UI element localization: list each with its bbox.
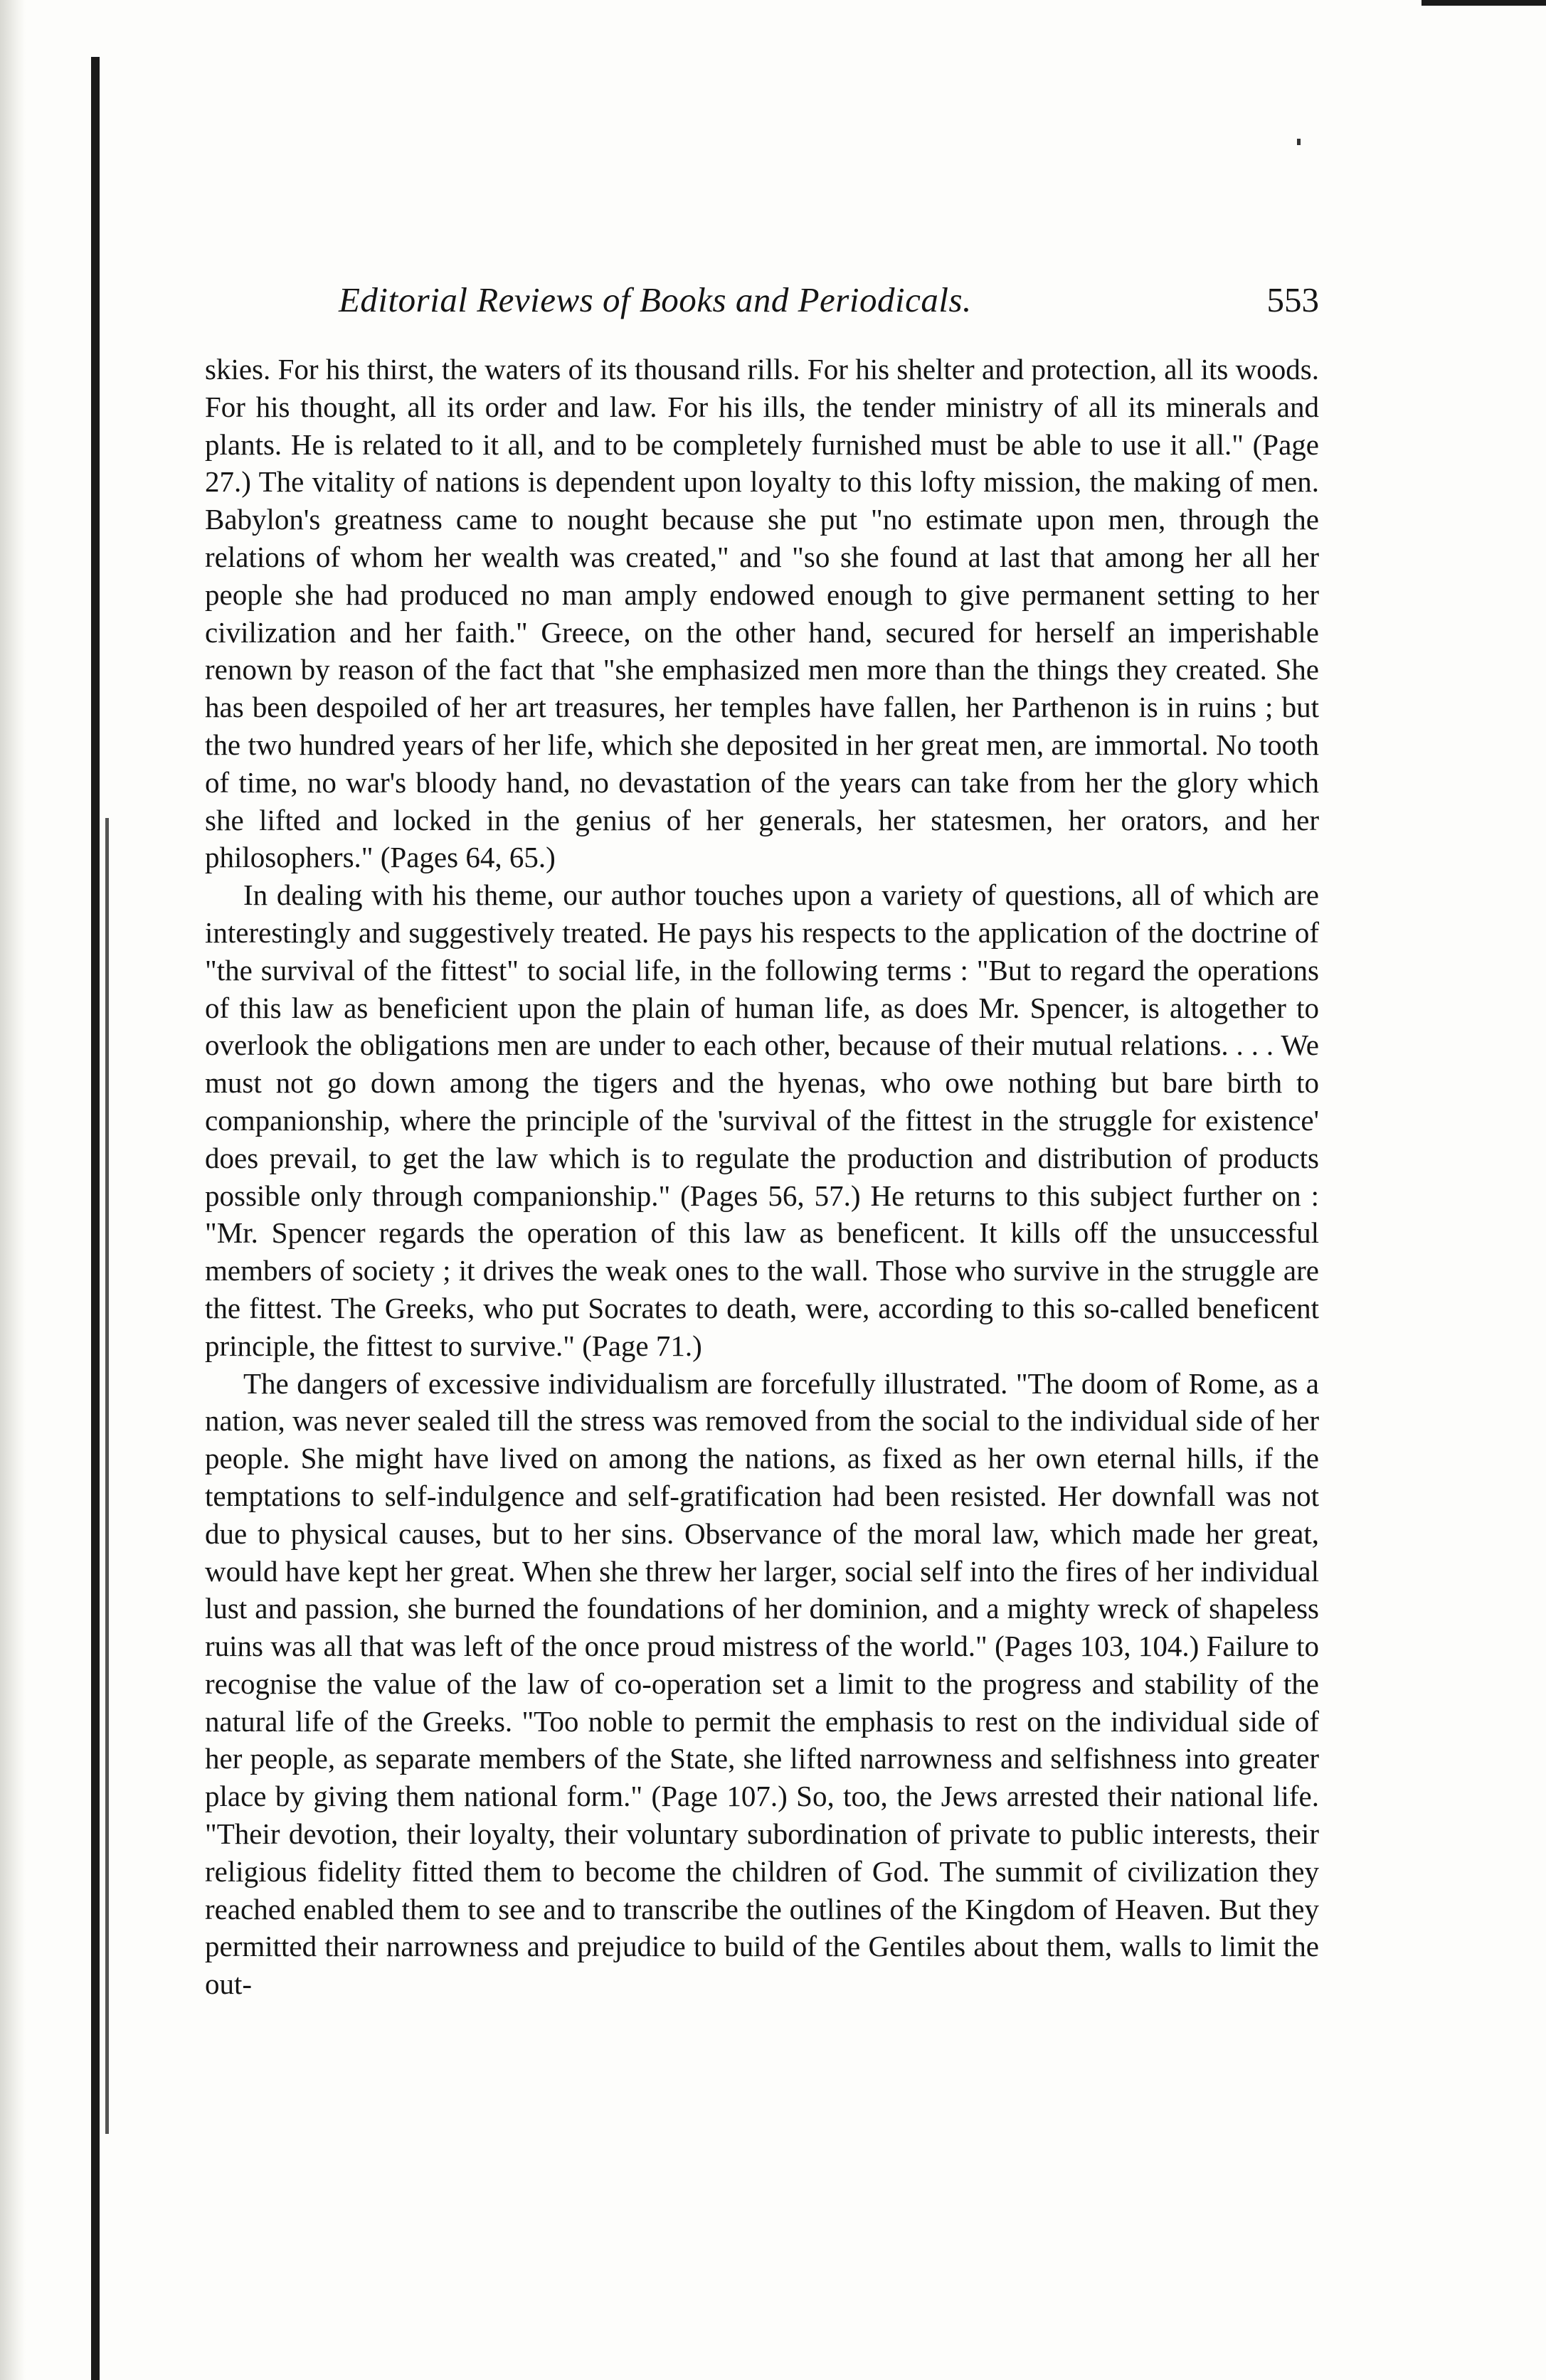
paragraph: skies. For his thirst, the waters of its thousand rills. For his shelter and protection, all its woods. For his thought, all its order and law. For his ills, the tender ministry of all its minerals and plants. He is related to it all, and to be completely furnished must be able to use it all." (Page 27.) The vitality of nations is dependent upon loyalty to this lofty mission, the making of men. Babylon's greatness came to nought because she put "no estimate upon men, through the relations of whom her wealth was created," and "so she found at last that among her all her people she had produced no man amply endowed enough to give permanent setting to her civilization and her faith." Greece, on the other hand, secured for herself an imperishable renown by reason of the fact that "she emphasized men more than the things they created. She has been despoiled of her art treasures, her temples have fallen, her Parthenon is in ruins ; but the two hundred years of her life, which she deposited in her great men, are immortal. No tooth of time, no war's bloody hand, no devastation of the years can take from her the glory which she lifted and locked in the genius of her generals, her statesmen, her orators, and her philosophers." (Pages 64, 65.) <box>205 353 1319 874</box>
binding-edge-line <box>91 57 100 2380</box>
page-header <box>297 279 1319 322</box>
binding-edge-line-secondary <box>105 818 109 2134</box>
body-text <box>205 351 1319 2003</box>
corner-scan-mark <box>1421 0 1546 6</box>
page-number: 553 <box>1266 280 1319 319</box>
paragraph: In dealing with his theme, our author touches upon a variety of questions, all of which are interestingly and suggestively treated. He pays his respects to the application of the doctrine of "the survival of the fittest" to social life, in the following terms : "But to regard the operations of this law as beneficient upon the plain of human life, as does Mr. Spencer, is altogether to overlook the obligations men are under to each other, because of their mutual relations. . . . We must not go down among the tigers and the hyenas, who owe nothing but bare birth to companionship, where the principle of the 'survival of the fittest in the struggle for existence' does prevail, to get the law which is to regulate the production and distribution of products possible only through companionship." (Pages 56, 57.) He returns to this subject further on : "Mr. Spencer regards the operation of this law as beneficent. It kills off the unsuccessful members of society ; it drives the weak ones to the wall. Those who survive in the struggle are the fittest. The Greeks, who put Socrates to death, were, according to this so-called beneficent principle, the fittest to survive." (Page 71.) <box>205 878 1319 1362</box>
running-title: Editorial Reviews of Books and Periodicals. <box>339 280 972 319</box>
paragraph: The dangers of excessive individualism are forcefully illustrated. "The doom of Rome, as a nation, was never sealed till the stress was removed from the social to the individual side of her people. She might have lived on among the nations, as fixed as her own eternal hills, if the temptations to self-indulgence and self-gratification had been resisted. Her downfall was not due to physical causes, but to her sins. Observance of the moral law, which made her great, would have kept her great. When she threw her larger, social self into the fires of her individual lust and passion, she burned the foundations of her dominion, and a mighty wreck of shapeless ruins was all that was left of the once proud mistress of the world." (Pages 103, 104.) Failure to recognise the value of the law of co-operation set a limit to the progress and stability of the natural life of the Greeks. "Too noble to permit the emphasis to rest on the individual side of her people, as separate members of the State, she lifted narrowness and selfishness into greater place by giving them national form." (Page 107.) So, too, the Jews arrested their national life. "Their devotion, their loyalty, their voluntary subordination of private to public interests, their religious fidelity fitted them to become the children of God. The summit of civilization they reached enabled them to see and to transcribe the outlines of the Kingdom of Heaven. But they permitted their narrowness and prejudice to build of the Gentiles about them, walls to limit the out- <box>205 1366 1319 2001</box>
corner-speck <box>1297 139 1301 145</box>
scan-edge-shadow <box>0 0 26 2380</box>
